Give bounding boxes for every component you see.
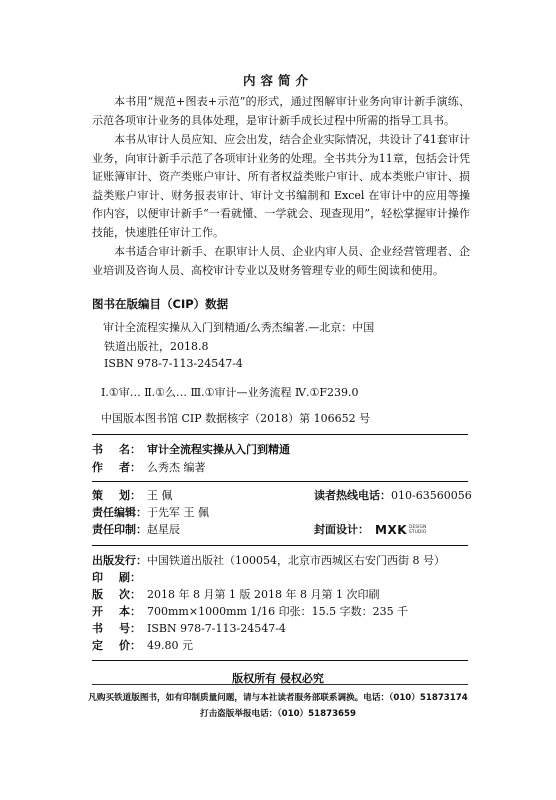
author-value: 么秀杰 编著 xyxy=(147,461,206,474)
divider xyxy=(92,434,468,435)
format-row: 开 本 ： 700mm×1000mm 1/16 印张：15.5 字数：235 千 xyxy=(92,605,409,618)
author-label: 作 xyxy=(92,461,103,474)
printer-label: 印 xyxy=(92,571,103,584)
divider xyxy=(92,684,468,685)
intro-paragraph-2: 本书从审计人员应知、应会出发，结合企业实际情况，共设计了41套审计业务，向审计新手示范了各项审计业务的处理。全书共分为11章，包括会计凭证账簿审计、资产类账户审计、所有者权益类账户审计、成本类账户审计、损益类账户审计、财务报表审计、审计文书编制和 Excel 在审计中的应用等操作内容，以便审计新手“一看就懂、一学就会、现查现用”，轻松掌握审计操作技能，快速胜任审计工作。 xyxy=(92,133,470,239)
divider xyxy=(92,481,468,482)
book-name-label: 名 xyxy=(119,443,130,456)
publisher-row: 出版发行：中国铁道出版社（100054，北京市西城区右安门西街 8 号） xyxy=(92,554,445,567)
rights-notice: 版权所有 侵权必究 xyxy=(232,672,324,685)
planner-label: 划 xyxy=(119,489,130,502)
printer-label: 刷 xyxy=(119,571,130,584)
cip-publisher-line: 铁道出版社，2018.8 xyxy=(104,340,209,353)
cip-record-line: 中国版本图书馆 CIP 数据核字（2018）第 106652 号 xyxy=(101,412,371,425)
book-name-label: 书 xyxy=(92,443,103,456)
cip-classification-line: Ⅰ.①审… Ⅱ.①么… Ⅲ.①审计—业务流程 Ⅳ.①F239.0 xyxy=(101,386,359,399)
format-value: 700mm×1000mm 1/16 印张：15.5 字数：235 千 xyxy=(147,605,409,618)
cover-design-label: 封面设计： xyxy=(314,523,369,536)
edition-row: 版 次 ： 2018 年 8 月第 1 版 2018 年 8 月第 1 次印刷 xyxy=(92,588,380,601)
anti-piracy-hotline: 打击盗版举报电话：（010）51873659 xyxy=(199,709,356,719)
intro-paragraph-3: 本书适合审计新手、在职审计人员、企业内审人员、企业经营管理者、企业培训及咨询人员、高校审计专业以及财务管理专业的师生阅读和使用。 xyxy=(92,245,470,277)
print-manager-label: 责任印制 xyxy=(92,523,136,536)
edition-label: 版 xyxy=(92,588,103,601)
cover-design xyxy=(314,522,426,538)
isbn-value: ISBN 978-7-113-24547-4 xyxy=(147,622,286,635)
divider xyxy=(92,660,468,661)
planner-row: 策 划 ： 王 佩 xyxy=(92,489,173,502)
print-manager-row: 责任印制：赵星辰 xyxy=(92,523,180,536)
author-row: 作 者 ： 么秀杰 编著 xyxy=(92,461,206,474)
book-name-value: 审计全流程实操从入门到精通 xyxy=(147,443,290,456)
divider xyxy=(92,545,468,546)
intro-paragraph-1: 本书用“规范+图表+示范”的形式，通过图解审计业务向审计新手演练、示范各项审计业务的具体处理，是审计新手成长过程中所需的指导工具书。 xyxy=(92,95,470,127)
planner-label: 策 xyxy=(92,489,103,502)
format-label: 本 xyxy=(119,605,130,618)
edition-value: 2018 年 8 月第 1 版 2018 年 8 月第 1 次印刷 xyxy=(147,588,380,601)
author-label: 者 xyxy=(119,461,130,474)
isbn-label: 书 xyxy=(92,622,103,635)
price-label: 价 xyxy=(119,639,130,652)
edition-label: 次 xyxy=(119,588,130,601)
book-name-row: 书 名 ： 审计全流程实操从入门到精通 xyxy=(92,443,290,456)
publisher-label: 出版发行 xyxy=(92,554,136,567)
publisher-value: 中国铁道出版社（100054，北京市西城区右安门西街 8 号） xyxy=(147,554,445,567)
intro-title: 内容简介 xyxy=(242,73,313,88)
logo-sub-text: DESIGN xyxy=(409,525,427,530)
cip-block xyxy=(92,312,470,432)
logo-mark: MXK xyxy=(375,523,407,537)
editor-label: 责任编辑 xyxy=(92,506,136,519)
isbn-label: 号 xyxy=(119,622,130,635)
cip-heading: 图书在版编目（CIP）数据 xyxy=(92,297,229,311)
planner-value: 王 佩 xyxy=(147,489,173,502)
editor-value: 于先军 王 佩 xyxy=(147,506,209,519)
printer-row: 印 刷 ： xyxy=(92,571,141,584)
price-value: 49.80 元 xyxy=(147,639,193,652)
print-manager-value: 赵星辰 xyxy=(147,523,180,536)
reader-hotline xyxy=(314,488,472,504)
quality-notice: 凡购买铁道版图书，如有印制质量问题，请与本社读者服务部联系调换。电话：（010）51873174 xyxy=(88,693,468,703)
price-row: 定 价 ： 49.80 元 xyxy=(92,639,193,652)
cip-title-line: 审计全流程实操从入门到精通/么秀杰编著.—北京：中国 xyxy=(103,321,375,334)
editor-row: 责任编辑：于先军 王 佩 xyxy=(92,506,209,519)
reader-hotline-label: 读者热线电话： xyxy=(314,489,391,502)
reader-hotline-value: 010-63560056 xyxy=(391,489,472,502)
cip-isbn-line: ISBN 978-7-113-24547-4 xyxy=(104,357,243,370)
isbn-row: 书 号 ： ISBN 978-7-113-24547-4 xyxy=(92,622,286,635)
format-label: 开 xyxy=(92,605,103,618)
logo-sub-text: STUDIO xyxy=(409,530,427,535)
design-studio-logo xyxy=(375,522,426,538)
price-label: 定 xyxy=(92,639,103,652)
